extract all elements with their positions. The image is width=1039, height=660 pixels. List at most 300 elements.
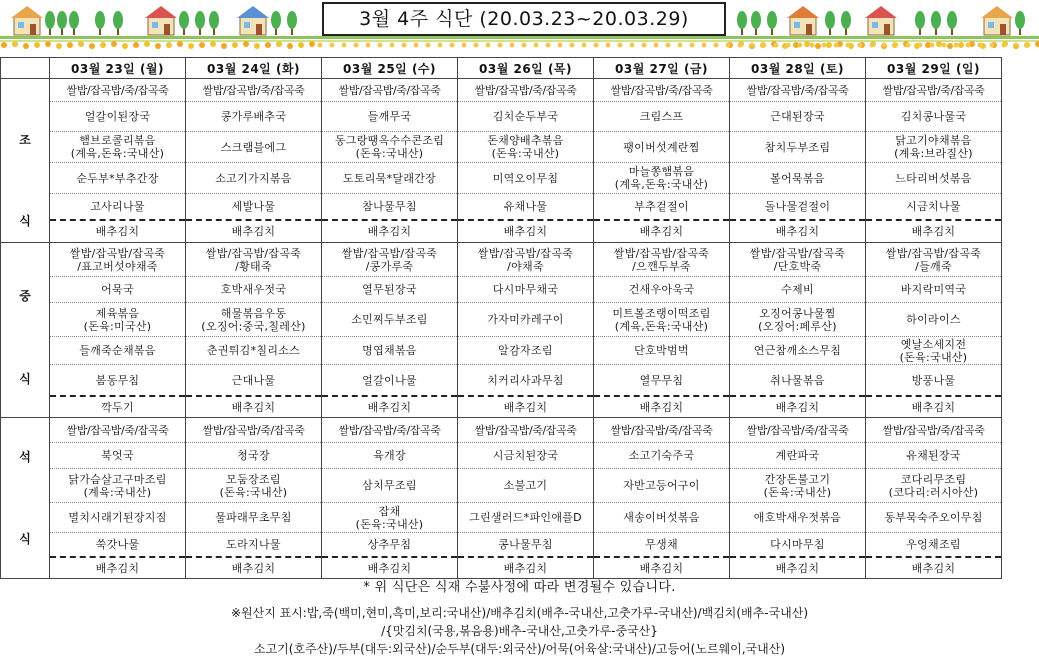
- menu-item: [186, 194, 321, 221]
- flower-icon: [498, 43, 503, 48]
- tree-icon: [751, 11, 761, 35]
- flower-icon: [894, 43, 899, 48]
- flower-icon: [210, 41, 216, 47]
- dinner-day-cell: [458, 418, 594, 579]
- flower-icon: [642, 43, 647, 48]
- dish-name: 수제비: [781, 283, 814, 296]
- lunch-row: [1, 243, 1002, 418]
- dish-name: 모둠장조림: [226, 472, 281, 486]
- flower-icon: [947, 43, 953, 49]
- flower-icon: [810, 43, 815, 48]
- dish-name: 배추김치: [911, 225, 956, 238]
- dish-name: 참치두부조림: [764, 140, 831, 154]
- lunch-day-cell: [866, 243, 1002, 418]
- menu-item: [50, 277, 185, 303]
- dish-name: 쌀밥/잡곡밥/잡곡죽: [613, 246, 710, 260]
- menu-item: [594, 443, 729, 469]
- dish-name: 근대나물: [231, 373, 276, 387]
- dish-name: 콩나물무침: [498, 538, 553, 551]
- dish-origin: (돈육:국내산): [219, 485, 288, 499]
- dish-name: 미역오이무침: [492, 171, 559, 185]
- flower-icon: [618, 43, 623, 48]
- menu-item: [594, 221, 729, 242]
- dish-name: 미트볼조랭이떡조림: [612, 306, 711, 320]
- meal-label-char: 석: [19, 450, 31, 464]
- menu-item: [458, 194, 593, 221]
- dish-name: 우엉채조림: [906, 538, 961, 551]
- meal-label-char: 식: [19, 214, 31, 228]
- menu-item: [186, 443, 321, 469]
- menu-item: [322, 163, 457, 194]
- dish-origin: (돈육:미국산): [83, 319, 152, 333]
- breakfast-day-cell: [866, 79, 1002, 243]
- meal-label-char: 식: [19, 532, 31, 546]
- flower-icon: [834, 43, 839, 48]
- flower-icon: [309, 41, 315, 47]
- menu-item: [730, 102, 865, 132]
- breakfast-day-cell: [50, 79, 186, 243]
- dish-name: 쌀밥/잡곡밥/죽/잡곡죽: [746, 83, 849, 97]
- dish-name: 세발나물: [231, 200, 276, 213]
- dish-name: 쌀밥/잡곡밥/죽/잡곡죽: [610, 423, 713, 437]
- menu-item: [322, 132, 457, 163]
- dish-name: 얼갈이나물: [362, 373, 417, 387]
- dish-name: 배추김치: [639, 561, 684, 575]
- dish-name: 쌀밥/잡곡밥/죽/잡곡죽: [882, 423, 985, 437]
- menu-title: 3월 4주 식단 (20.03.23~20.03.29): [322, 2, 726, 36]
- dish-name: 쑥갓나물: [95, 538, 140, 551]
- dish-name: 쌀밥/잡곡밥/잡곡죽: [749, 246, 846, 260]
- tree-icon: [113, 11, 123, 35]
- flower-icon: [936, 41, 942, 47]
- flower-icon: [822, 43, 827, 48]
- dish-name: 배추김치: [231, 561, 276, 575]
- dinner-day-cell: [186, 418, 322, 579]
- breakfast-day-cell: [730, 79, 866, 243]
- menu-item: [866, 418, 1001, 443]
- flower-icon: [522, 43, 527, 48]
- menu-item: [50, 443, 185, 469]
- dish-name: 건새우아욱국: [628, 283, 695, 296]
- dish-name: 배추김치: [503, 400, 548, 414]
- menu-item: [50, 194, 185, 221]
- menu-item: [866, 132, 1001, 163]
- flower-icon: [474, 43, 479, 48]
- breakfast-day-cell: [594, 79, 730, 243]
- house-icon: [145, 6, 177, 35]
- dish-name: 쌀밥/잡곡밥/죽/잡곡죽: [202, 423, 305, 437]
- dish-name: 콩가루배추국: [220, 110, 287, 123]
- flower-icon: [462, 43, 467, 48]
- dish-name: 배추김치: [775, 225, 820, 238]
- flower-icon: [714, 43, 719, 48]
- dish-name: 쌀밥/잡곡밥/잡곡죽: [885, 246, 982, 260]
- flower-icon: [23, 43, 29, 49]
- menu-item: [50, 503, 185, 533]
- menu-item: [50, 558, 185, 578]
- dish-name: 취나물볶음: [770, 373, 825, 387]
- dish-name: 돈채양배추볶음: [487, 134, 564, 147]
- menu-item: [50, 79, 185, 102]
- menu-item: [594, 418, 729, 443]
- menu-item: [458, 533, 593, 558]
- flower-icon: [570, 43, 575, 48]
- day-header: 03월 25일 (수): [322, 58, 458, 79]
- menu-item: [594, 397, 729, 417]
- menu-item: [458, 443, 593, 469]
- menu-item: [866, 533, 1001, 558]
- menu-item: [322, 221, 457, 242]
- dish-name: 계란파국: [775, 449, 820, 462]
- day-header: 03월 29일 (일): [866, 58, 1002, 79]
- menu-item: [322, 397, 457, 417]
- origin-line-2: /{맛김치(국용,볶음용)배추-국내산,고춧가루-중국산}: [381, 624, 658, 638]
- dish-name: 햄브로콜리볶음: [79, 134, 156, 147]
- dish-name: 배추김치: [503, 561, 548, 575]
- dish-name: 쌀밥/잡곡밥/죽/잡곡죽: [882, 83, 985, 97]
- day-header: 03월 28일 (토): [730, 58, 866, 79]
- menu-item: [458, 243, 593, 277]
- dish-name: 부추겉절이: [634, 200, 689, 213]
- flower-icon: [265, 42, 271, 48]
- day-header: 03월 24일 (화): [186, 58, 322, 79]
- menu-item: [50, 533, 185, 558]
- house-icon: [237, 6, 269, 35]
- flower-icon: [870, 43, 875, 48]
- dish-origin: (계육:국내산): [83, 485, 152, 499]
- breakfast-row: [1, 79, 1002, 243]
- menu-item: [730, 132, 865, 163]
- flower-icon: [318, 43, 323, 48]
- menu-item: [730, 365, 865, 397]
- menu-item: [866, 102, 1001, 132]
- menu-item: [730, 79, 865, 102]
- flower-icon: [858, 43, 863, 48]
- dish-name: 크림스프: [639, 110, 684, 123]
- flower-icon: [366, 43, 371, 48]
- dish-origin: /표고버섯야채죽: [77, 259, 158, 273]
- day-header: 03월 26일 (목): [458, 58, 594, 79]
- dish-origin: /황태죽: [235, 259, 272, 273]
- house-icon: [11, 6, 43, 35]
- dish-name: 옛날소세지전: [900, 337, 967, 351]
- flower-icon: [846, 43, 851, 48]
- flower-icon: [738, 43, 743, 48]
- menu-item: [866, 163, 1001, 194]
- menu-item: [322, 418, 457, 443]
- flower-icon: [56, 43, 62, 49]
- tree-icon: [209, 11, 219, 35]
- flower-icon: [690, 43, 695, 48]
- dish-name: 열무무침: [639, 373, 684, 387]
- flower-icon: [166, 42, 172, 48]
- menu-item: [594, 533, 729, 558]
- dish-name: 바지락미역국: [900, 283, 967, 296]
- flower-icon: [594, 43, 599, 48]
- dish-name: 배추김치: [775, 561, 820, 575]
- dish-name: 쌀밥/잡곡밥/죽/잡곡죽: [746, 423, 849, 437]
- dish-origin: /으깬두부죽: [632, 259, 691, 273]
- menu-item: [730, 277, 865, 303]
- menu-item: [186, 132, 321, 163]
- origin-line-3: 소고기(호주산)/두부(대두:외국산)/순두부(대두:외국산)/어묵(어육살:국내산)/고등어(노르웨이,국내산): [253, 642, 786, 656]
- menu-item: [322, 337, 457, 365]
- menu-item: [186, 397, 321, 417]
- dish-name: 배추김치: [503, 225, 548, 238]
- menu-item: [50, 469, 185, 503]
- menu-item: [322, 102, 457, 132]
- dish-origin: (계육:브라질산): [894, 147, 973, 160]
- menu-item: [186, 558, 321, 578]
- dish-origin: (돈육:국내산): [899, 350, 968, 364]
- dish-name: 호박새우젓국: [220, 283, 287, 296]
- flower-icon: [426, 43, 431, 48]
- menu-item: [186, 221, 321, 242]
- menu-item: [730, 221, 865, 242]
- menu-item: [186, 533, 321, 558]
- dish-origin: /콩가루죽: [365, 259, 414, 273]
- dish-name: 들깨무국: [367, 110, 412, 123]
- flower-icon: [954, 43, 959, 48]
- menu-item: [594, 365, 729, 397]
- flower-icon: [510, 43, 515, 48]
- flower-icon: [254, 43, 260, 49]
- dish-origin: /단호박죽: [773, 259, 822, 273]
- dish-name: 멸치시래기된장지짐: [68, 511, 167, 524]
- dish-name: 오징어콩나물찜: [759, 306, 836, 320]
- menu-item: [730, 503, 865, 533]
- dish-name: 물파래무초무침: [215, 511, 292, 524]
- menu-item: [186, 418, 321, 443]
- menu-item: [594, 303, 729, 337]
- dish-name: 어묵국: [101, 283, 134, 296]
- menu-item: [866, 337, 1001, 365]
- dish-name: 소고기가지볶음: [215, 171, 292, 185]
- menu-item: [50, 132, 185, 163]
- flower-icon: [34, 42, 40, 48]
- menu-item: [458, 337, 593, 365]
- menu-item: [458, 558, 593, 578]
- meal-label-char: 조: [19, 133, 31, 147]
- flower-icon: [12, 41, 18, 47]
- lunch-day-cell: [730, 243, 866, 418]
- menu-item: [458, 303, 593, 337]
- breakfast-day-cell: [186, 79, 322, 243]
- breakfast-label: [1, 79, 50, 243]
- menu-item: [50, 102, 185, 132]
- dish-name: 순두부*부추간장: [76, 171, 159, 185]
- flower-icon: [89, 43, 95, 49]
- menu-item: [50, 337, 185, 365]
- dish-origin: (돈육:국내산): [355, 517, 424, 531]
- dish-name: 도토리묵*달래간장: [342, 171, 437, 185]
- flower-icon: [232, 42, 238, 48]
- menu-item: [594, 194, 729, 221]
- menu-item: [458, 102, 593, 132]
- menu-item: [322, 194, 457, 221]
- flower-icon: [45, 41, 51, 47]
- lunch-day-cell: [458, 243, 594, 418]
- menu-item: [730, 163, 865, 194]
- menu-item: [730, 558, 865, 578]
- menu-item: [322, 469, 457, 503]
- flower-icon: [1014, 43, 1019, 48]
- menu-item: [322, 79, 457, 102]
- flower-icon: [155, 43, 161, 49]
- menu-item: [866, 303, 1001, 337]
- dish-name: 자반고등어구이: [623, 479, 700, 492]
- flower-icon: [122, 43, 128, 49]
- flower-icon: [390, 43, 395, 48]
- menu-item: [730, 243, 865, 277]
- tree-icon: [841, 11, 851, 35]
- dish-name: 쌀밥/잡곡밥/죽/잡곡죽: [474, 83, 577, 97]
- menu-item: [458, 397, 593, 417]
- dish-name: 하이라이스: [906, 313, 961, 326]
- menu-item: [866, 558, 1001, 578]
- tree-icon: [767, 11, 777, 35]
- menu-item: [50, 365, 185, 397]
- lunch-day-cell: [322, 243, 458, 418]
- breakfast-day-cell: [322, 79, 458, 243]
- lunch-day-cell: [50, 243, 186, 418]
- dish-name: 근대된장국: [770, 110, 825, 123]
- dish-name: 배추김치: [911, 400, 956, 414]
- menu-item: [594, 558, 729, 578]
- flower-icon: [438, 43, 443, 48]
- dish-name: 북엇국: [101, 449, 134, 462]
- dish-name: 도라지나물: [226, 538, 281, 551]
- flower-icon: [958, 42, 964, 48]
- dish-name: 들깨죽순채볶음: [79, 344, 156, 357]
- dinner-day-cell: [322, 418, 458, 579]
- dish-name: 김치순두부국: [492, 110, 559, 123]
- change-notice: * 위 식단은 식재 수불사정에 따라 변경될수 있습니다.: [363, 580, 676, 595]
- dish-name: 배추김치: [639, 225, 684, 238]
- dish-name: 얼갈이된장국: [84, 110, 151, 123]
- tree-icon: [737, 11, 747, 35]
- flower-icon: [558, 43, 563, 48]
- menu-item: [50, 163, 185, 194]
- flower-icon: [100, 42, 106, 48]
- flower-icon: [276, 41, 282, 47]
- flower-icon: [918, 43, 923, 48]
- flower-icon: [906, 43, 911, 48]
- tree-icon: [947, 11, 957, 35]
- menu-item: [866, 221, 1001, 242]
- menu-item: [322, 503, 457, 533]
- dinner-label: [1, 418, 50, 579]
- menu-item: [730, 303, 865, 337]
- tree-icon: [915, 11, 925, 35]
- flower-icon: [78, 41, 84, 47]
- flower-icon: [1002, 43, 1007, 48]
- menu-item: [322, 277, 457, 303]
- flower-icon: [330, 43, 335, 48]
- menu-item: [458, 79, 593, 102]
- dish-name: 쌀밥/잡곡밥/죽/잡곡죽: [474, 423, 577, 437]
- tree-icon: [271, 11, 281, 35]
- dish-name: 볼어묵볶음: [770, 171, 825, 185]
- dish-origin: (돈육:국내산): [491, 147, 560, 160]
- menu-item: [186, 365, 321, 397]
- dish-name: 다시마무채국: [492, 283, 559, 296]
- dish-name: 배추김치: [367, 225, 412, 238]
- lunch-day-cell: [594, 243, 730, 418]
- dish-name: 닭가슴살고구마조림: [68, 472, 167, 486]
- dish-name: 명엽채볶음: [362, 344, 417, 357]
- flower-icon: [774, 43, 779, 48]
- menu-item: [594, 79, 729, 102]
- flower-icon: [144, 41, 150, 47]
- flower-icon: [67, 42, 73, 48]
- dish-name: 방풍나물: [911, 373, 956, 387]
- tree-icon: [931, 11, 941, 35]
- flower-icon: [815, 43, 821, 49]
- flower-icon: [978, 43, 983, 48]
- dinner-day-cell: [866, 418, 1002, 579]
- menu-item: [730, 397, 865, 417]
- flower-icon: [678, 43, 683, 48]
- dish-name: 쌀밥/잡곡밥/죽/잡곡죽: [202, 83, 305, 97]
- flower-icon: [546, 43, 551, 48]
- flower-icon: [199, 42, 205, 48]
- tree-icon: [1015, 11, 1025, 35]
- menu-item: [186, 277, 321, 303]
- menu-item: [594, 503, 729, 533]
- house-icon: [865, 6, 897, 35]
- day-header: 03월 23일 (월): [50, 58, 186, 79]
- flower-icon: [378, 43, 383, 48]
- menu-item: [322, 243, 457, 277]
- flower-icon: [942, 43, 947, 48]
- dish-name: 해물볶음우동: [220, 306, 287, 320]
- menu-item: [730, 194, 865, 221]
- dish-name: 잡채: [378, 504, 401, 518]
- dinner-day-cell: [50, 418, 186, 579]
- corner-cell: [1, 58, 50, 79]
- dish-name: 시금치된장국: [492, 449, 559, 462]
- flower-icon: [177, 41, 183, 47]
- menu-item: [866, 277, 1001, 303]
- flower-icon: [750, 43, 755, 48]
- flower-icon: [1026, 43, 1031, 48]
- dish-name: 육개장: [373, 449, 406, 462]
- dish-name: 청국장: [237, 449, 270, 462]
- tree-icon: [195, 11, 205, 35]
- flower-icon: [798, 43, 803, 48]
- dish-name: 애호박새우젓볶음: [753, 511, 842, 524]
- dish-origin: (오징어:중국,칠레산): [201, 319, 306, 333]
- menu-item: [866, 365, 1001, 397]
- dish-name: 삼치무조림: [362, 479, 417, 492]
- menu-item: [730, 469, 865, 503]
- menu-item: [730, 443, 865, 469]
- menu-item: [458, 418, 593, 443]
- dish-name: 쌀밥/잡곡밥/잡곡죽: [477, 246, 574, 260]
- menu-item: [186, 243, 321, 277]
- tree-icon: [95, 11, 105, 35]
- menu-item: [866, 243, 1001, 277]
- house-icon: [787, 6, 819, 35]
- dish-name: 제육볶음: [95, 306, 140, 320]
- menu-item: [186, 79, 321, 102]
- menu-item: [186, 102, 321, 132]
- dish-name: 다시마무침: [770, 538, 825, 551]
- menu-item: [594, 102, 729, 132]
- dish-origin: (돈육:국내산): [355, 147, 424, 160]
- flower-icon: [450, 43, 455, 48]
